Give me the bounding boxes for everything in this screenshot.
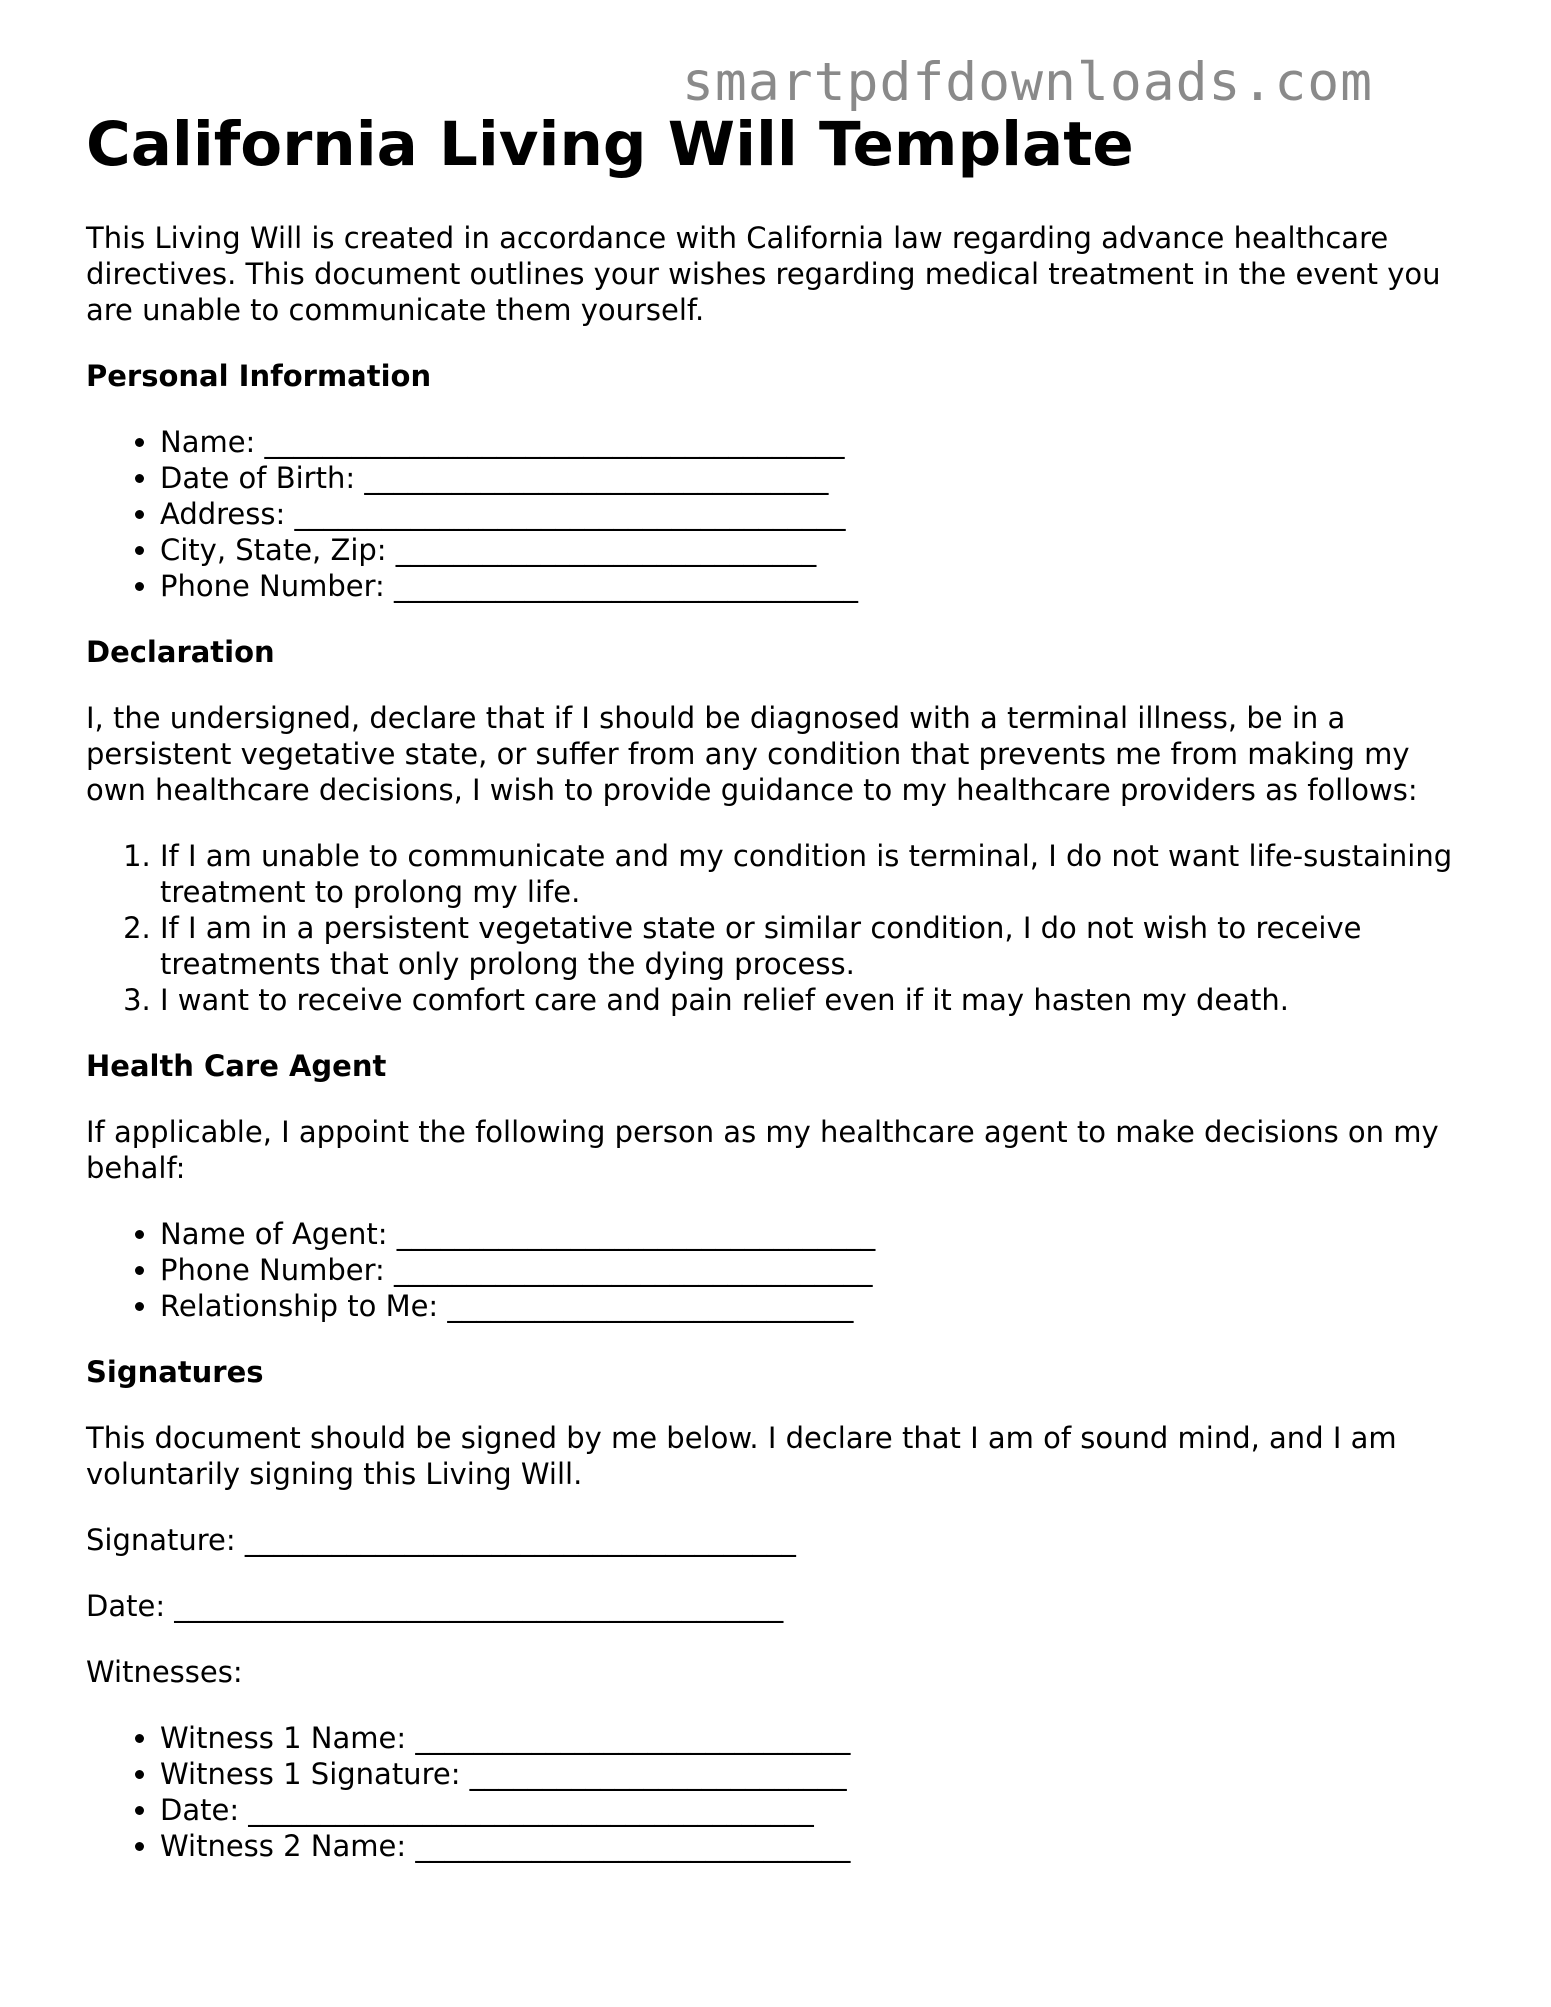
field-witness-2-name: • Witness 2 Name: ______________________________ (160, 1828, 1476, 1864)
witness-list (86, 1720, 1476, 1864)
agent-paragraph: If applicable, I appoint the following person as my healthcare agent to make decisions on my behalf: (86, 1115, 1439, 1185)
document-body (86, 220, 1476, 1894)
declaration-paragraph: I, the undersigned, declare that if I should be diagnosed with a terminal illness, be in a persistent vegetative state, or suffer from any condition that prevents me from making my own healthcare decisions, I wish to provide guidance to my healthcare providers as follows: (86, 701, 1418, 807)
field-name: • Name: ________________________________________ (160, 424, 1476, 460)
field-city-state-zip: • City, State, Zip: _____________________________ (160, 532, 1476, 568)
watermark: smartpdfdownloads.com (682, 52, 1374, 113)
signatures-paragraph: This document should be signed by me below. I declare that I am of sound mind, and I am voluntarily signing this Living Will. (86, 1421, 1397, 1491)
personal-info-list (86, 424, 1476, 604)
signatures-heading: Signatures (86, 1355, 264, 1389)
field-witness-1-signature: • Witness 1 Signature: __________________________ (160, 1756, 1476, 1792)
field-phone-number: • Phone Number: ________________________________ (160, 568, 1476, 604)
field-address: • Address: ______________________________________ (160, 496, 1476, 532)
field-agent-name: • Name of Agent: _________________________________ (160, 1216, 1476, 1252)
declaration-item: 1. If I am unable to communicate and my condition is terminal, I do not want life-sustaining treatment to prolong my life. (160, 838, 1476, 910)
date-line: Date: __________________________________________ (86, 1589, 784, 1623)
field-witness-date: • Date: _______________________________________ (160, 1792, 1476, 1828)
signature-line: Signature: ______________________________________ (86, 1523, 796, 1557)
declaration-item: 2. If I am in a persistent vegetative state or similar condition, I do not wish to receive treatments that only prolong the dying process. (160, 910, 1476, 982)
field-witness-1-name: • Witness 1 Name: ______________________________ (160, 1720, 1476, 1756)
page-title: California Living Will Template (86, 109, 1134, 180)
field-date-of-birth: • Date of Birth: ________________________________ (160, 460, 1476, 496)
declaration-item: 3. I want to receive comfort care and pain relief even if it may hasten my death. (160, 982, 1476, 1018)
intro-paragraph: This Living Will is created in accordance with California law regarding advance healthcare directives. This document outlines your wishes regarding medical treatment in the event you are unable to communicate them yourself. (86, 221, 1441, 327)
field-agent-phone: • Phone Number: _________________________________ (160, 1252, 1476, 1288)
agent-list (86, 1216, 1476, 1324)
witnesses-label: Witnesses: (86, 1655, 243, 1689)
declaration-list (86, 838, 1476, 1018)
field-agent-relationship: • Relationship to Me: ____________________________ (160, 1288, 1476, 1324)
declaration-heading: Declaration (86, 635, 275, 669)
agent-heading: Health Care Agent (86, 1049, 387, 1083)
personal-info-heading: Personal Information (86, 359, 432, 393)
